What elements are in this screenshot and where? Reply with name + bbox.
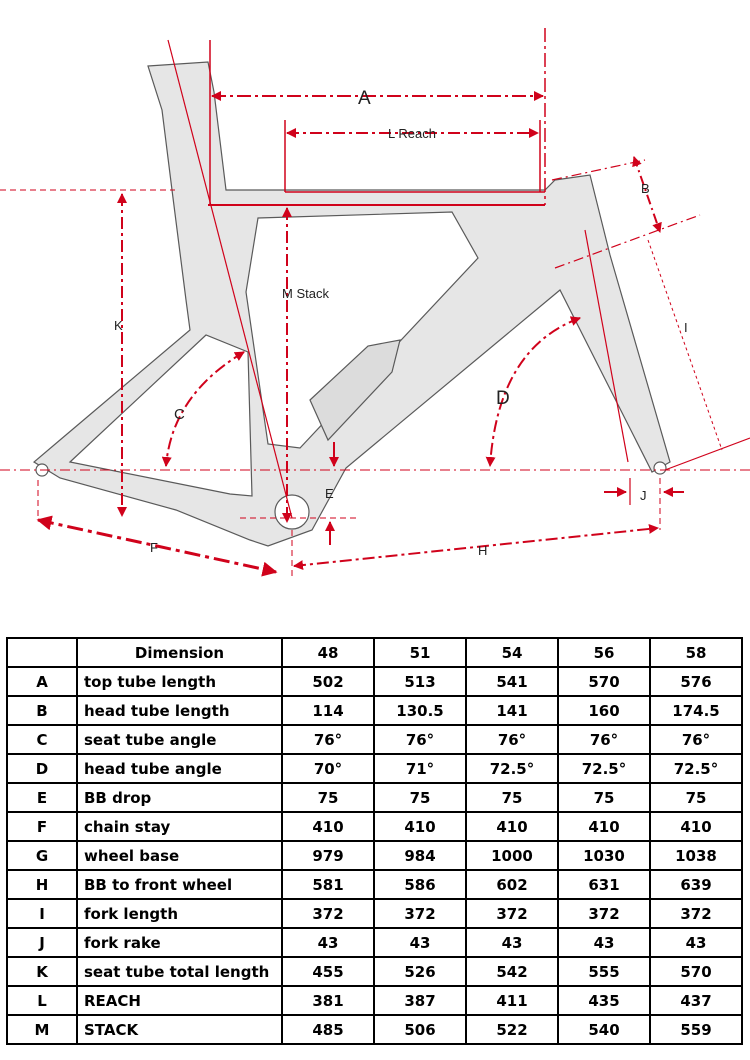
- row-value: 75: [466, 783, 558, 812]
- label-j: J: [640, 488, 647, 503]
- table-row: [7, 754, 742, 783]
- row-value: 526: [374, 957, 466, 986]
- row-dimension-name: fork rake: [77, 928, 282, 957]
- row-letter: E: [7, 783, 77, 812]
- row-letter: D: [7, 754, 77, 783]
- row-dimension-name: wheel base: [77, 841, 282, 870]
- table-header-row: [7, 638, 742, 667]
- row-value: 43: [558, 928, 650, 957]
- row-letter: B: [7, 696, 77, 725]
- header-dimension: Dimension: [77, 638, 282, 667]
- row-value: 576: [650, 667, 742, 696]
- row-value: 540: [558, 1015, 650, 1044]
- row-dimension-name: seat tube angle: [77, 725, 282, 754]
- row-letter: G: [7, 841, 77, 870]
- row-letter: I: [7, 899, 77, 928]
- table-row: [7, 1015, 742, 1044]
- label-b: B: [641, 181, 650, 196]
- row-letter: H: [7, 870, 77, 899]
- row-value: 76°: [374, 725, 466, 754]
- row-value: 76°: [282, 725, 374, 754]
- row-value: 381: [282, 986, 374, 1015]
- header-letter-cell: [7, 638, 77, 667]
- row-dimension-name: head tube length: [77, 696, 282, 725]
- row-value: 160: [558, 696, 650, 725]
- row-value: 372: [282, 899, 374, 928]
- header-size: 54: [466, 638, 558, 667]
- row-value: 522: [466, 1015, 558, 1044]
- row-value: 43: [374, 928, 466, 957]
- row-dimension-name: STACK: [77, 1015, 282, 1044]
- row-value: 559: [650, 1015, 742, 1044]
- row-value: 72.5°: [466, 754, 558, 783]
- row-value: 75: [650, 783, 742, 812]
- row-value: 43: [282, 928, 374, 957]
- label-c: C: [174, 406, 185, 423]
- row-value: 631: [558, 870, 650, 899]
- row-dimension-name: chain stay: [77, 812, 282, 841]
- row-letter: J: [7, 928, 77, 957]
- row-value: 411: [466, 986, 558, 1015]
- row-dimension-name: REACH: [77, 986, 282, 1015]
- row-dimension-name: BB drop: [77, 783, 282, 812]
- row-value: 114: [282, 696, 374, 725]
- geometry-table: [6, 637, 743, 1045]
- row-dimension-name: head tube angle: [77, 754, 282, 783]
- row-value: 410: [374, 812, 466, 841]
- row-value: 581: [282, 870, 374, 899]
- row-value: 76°: [466, 725, 558, 754]
- row-value: 174.5: [650, 696, 742, 725]
- row-value: 502: [282, 667, 374, 696]
- label-f: F: [150, 540, 158, 555]
- row-value: 372: [374, 899, 466, 928]
- row-value: 435: [558, 986, 650, 1015]
- row-value: 506: [374, 1015, 466, 1044]
- row-value: 43: [466, 928, 558, 957]
- row-value: 1000: [466, 841, 558, 870]
- row-value: 71°: [374, 754, 466, 783]
- row-value: 570: [650, 957, 742, 986]
- table-row: [7, 783, 742, 812]
- row-value: 979: [282, 841, 374, 870]
- row-value: 75: [374, 783, 466, 812]
- geometry-table-body: [7, 638, 742, 1044]
- row-value: 410: [466, 812, 558, 841]
- row-value: 410: [282, 812, 374, 841]
- header-size: 51: [374, 638, 466, 667]
- table-row: [7, 667, 742, 696]
- row-value: 72.5°: [650, 754, 742, 783]
- table-row: [7, 899, 742, 928]
- row-value: 455: [282, 957, 374, 986]
- row-value: 410: [558, 812, 650, 841]
- header-size: 56: [558, 638, 650, 667]
- row-letter: F: [7, 812, 77, 841]
- table-row: [7, 986, 742, 1015]
- row-value: 130.5: [374, 696, 466, 725]
- label-h: H: [478, 543, 488, 558]
- row-value: 984: [374, 841, 466, 870]
- row-dimension-name: top tube length: [77, 667, 282, 696]
- row-dimension-name: BB to front wheel: [77, 870, 282, 899]
- header-size: 48: [282, 638, 374, 667]
- row-letter: M: [7, 1015, 77, 1044]
- row-value: 410: [650, 812, 742, 841]
- row-value: 372: [650, 899, 742, 928]
- table-row: [7, 928, 742, 957]
- table-row: [7, 957, 742, 986]
- row-value: 541: [466, 667, 558, 696]
- label-d: D: [496, 388, 510, 409]
- row-value: 639: [650, 870, 742, 899]
- table-row: [7, 696, 742, 725]
- arrow-h: [294, 528, 658, 566]
- label-k: K: [114, 318, 123, 333]
- label-m: M Stack: [282, 286, 329, 301]
- row-value: 141: [466, 696, 558, 725]
- row-value: 542: [466, 957, 558, 986]
- label-i: I: [684, 320, 688, 335]
- header-size: 58: [650, 638, 742, 667]
- label-l: L Reach: [388, 126, 436, 141]
- table-row: [7, 812, 742, 841]
- row-value: 586: [374, 870, 466, 899]
- row-value: 70°: [282, 754, 374, 783]
- table-row: [7, 841, 742, 870]
- row-dimension-name: fork length: [77, 899, 282, 928]
- row-dimension-name: seat tube total length: [77, 957, 282, 986]
- row-value: 75: [282, 783, 374, 812]
- table-row: [7, 725, 742, 754]
- row-value: 602: [466, 870, 558, 899]
- row-value: 513: [374, 667, 466, 696]
- row-value: 72.5°: [558, 754, 650, 783]
- frame-shape: [34, 62, 670, 546]
- row-letter: L: [7, 986, 77, 1015]
- row-value: 43: [650, 928, 742, 957]
- row-value: 387: [374, 986, 466, 1015]
- row-value: 372: [558, 899, 650, 928]
- row-value: 76°: [650, 725, 742, 754]
- row-value: 570: [558, 667, 650, 696]
- label-a: A: [358, 88, 371, 109]
- row-value: 555: [558, 957, 650, 986]
- row-value: 372: [466, 899, 558, 928]
- row-value: 75: [558, 783, 650, 812]
- row-letter: K: [7, 957, 77, 986]
- row-value: 437: [650, 986, 742, 1015]
- row-letter: C: [7, 725, 77, 754]
- row-value: 76°: [558, 725, 650, 754]
- row-value: 1030: [558, 841, 650, 870]
- row-letter: A: [7, 667, 77, 696]
- row-value: 1038: [650, 841, 742, 870]
- table-row: [7, 870, 742, 899]
- label-e: E: [325, 486, 334, 501]
- row-value: 485: [282, 1015, 374, 1044]
